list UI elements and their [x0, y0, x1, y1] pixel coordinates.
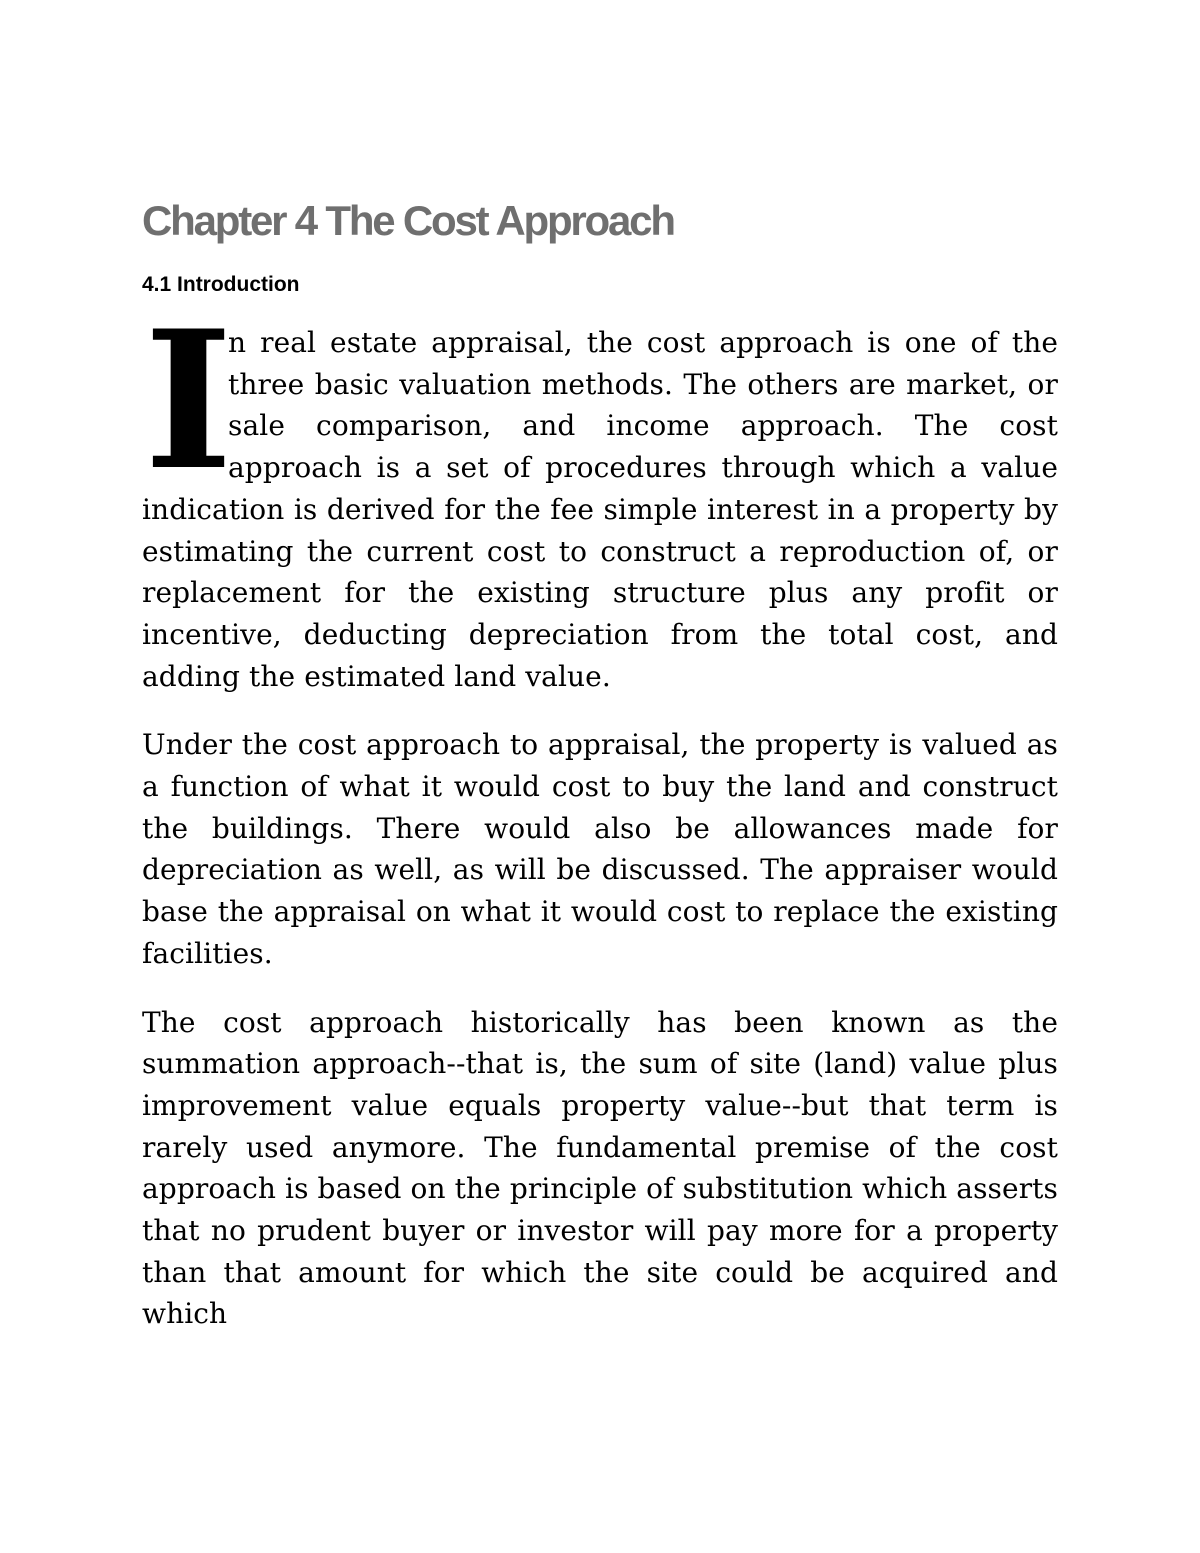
- paragraph-text: n real estate appraisal, the cost approach is one of the three basic valuation methods. The others are market, or sale comparison, and income approach. The cost approach is a set of procedures through which a value indication is derived for the fee simple interest in a property by estimating the current cost to construct a reproduction of, or replacement for the existing structure plus any profit or incentive, deducting depreciation from the total cost, and adding the estimated land value.: [142, 326, 1058, 693]
- page-content: [142, 196, 1058, 1335]
- drop-cap: I: [144, 289, 233, 512]
- paragraph-summation-approach: The cost approach historically has been known as the summation approach--that is, the sum of site (land) value plus improvement value equals property value--but that term is rarely used anymore. The fundamental premise of the cost approach is based on the principle of substitution which asserts that no prudent buyer or investor will pay more for a property than that amount for which the site could be acquired and which: [142, 1005, 1058, 1331]
- chapter-title: Chapter 4 The Cost Approach: [142, 197, 674, 244]
- paragraph-introduction: [142, 289, 1058, 697]
- section-title: 4.1 Introduction: [142, 273, 300, 296]
- paragraph-cost-approach-valuation: Under the cost approach to appraisal, the property is valued as a function of what it would cost to buy the land and construct the buildings. There would also be allowances made for depreciation as well, as will be discussed. The appraiser would base the appraisal on what it would cost to replace the existing facilities.: [142, 728, 1058, 970]
